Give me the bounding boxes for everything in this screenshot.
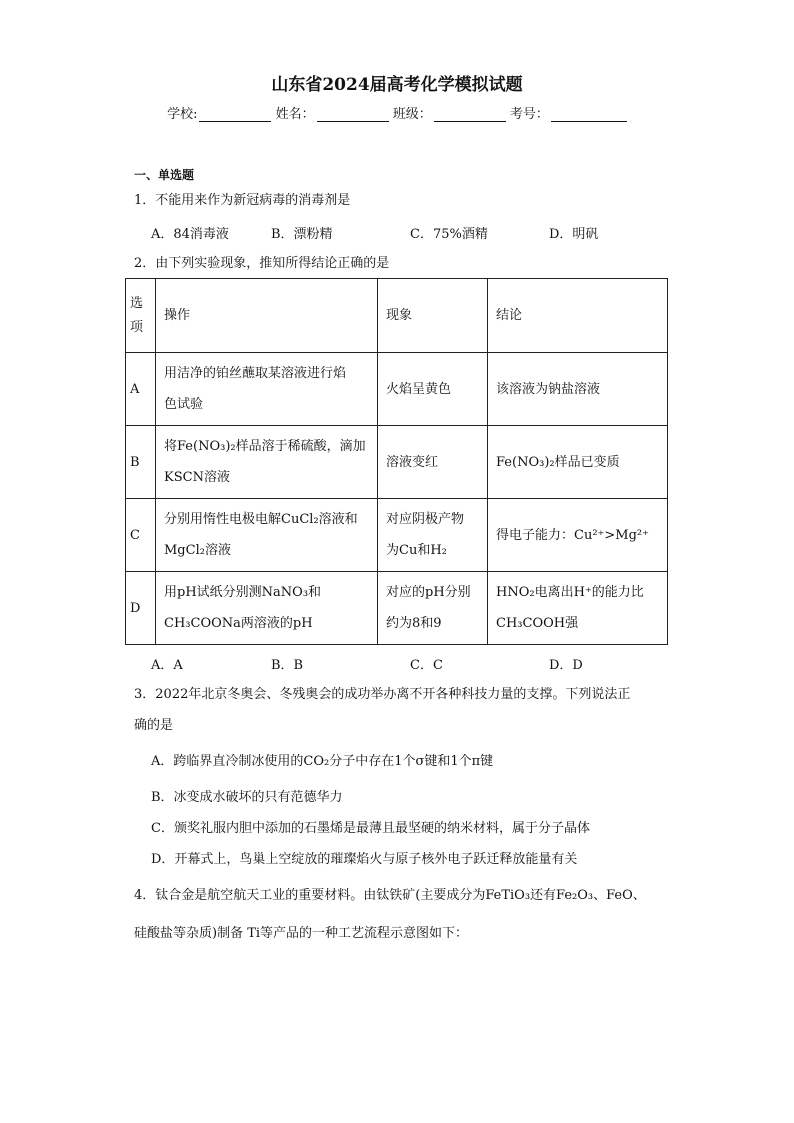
phenomenon-line-1: 对应阴极产物 bbox=[386, 512, 465, 527]
q3-option-b: B．冰变成水破坏的只有范德华力 bbox=[151, 790, 343, 805]
row-conclusion bbox=[488, 499, 668, 572]
row-phenomenon bbox=[378, 353, 488, 426]
row-phenomenon bbox=[378, 572, 488, 645]
q2-option-c: C．C bbox=[410, 658, 443, 673]
q3-option-c: C．颁奖礼服内胆中添加的石墨烯是最薄且最坚硬的纳米材料，属于分子晶体 bbox=[151, 821, 590, 836]
row-phenomenon bbox=[378, 426, 488, 499]
question-4-stem-line-1: 4．钛合金是航空航天工业的重要材料。由钛铁矿(主要成分为FeTiO₃还有Fe₂O₃、FeO、 bbox=[134, 888, 646, 903]
school-field[interactable] bbox=[199, 107, 271, 122]
operation-line-2: 色试验 bbox=[164, 397, 204, 412]
row-operation bbox=[156, 426, 378, 499]
phenomenon-line-1: 对应的pH分别 bbox=[386, 585, 471, 600]
class-label: 班级： bbox=[392, 107, 432, 122]
question-1-stem: 1．不能用来作为新冠病毒的消毒剂是 bbox=[134, 193, 351, 208]
row-operation bbox=[156, 499, 378, 572]
row-operation bbox=[156, 353, 378, 426]
row-option: D bbox=[126, 572, 156, 645]
q2-option-a: A．A bbox=[151, 658, 183, 673]
class-field[interactable] bbox=[434, 107, 506, 122]
q3-option-a: A．跨临界直冷制冰使用的CO₂分子中存在1个σ键和1个π键 bbox=[151, 754, 494, 769]
number-field[interactable] bbox=[551, 107, 627, 122]
experiment-table bbox=[125, 278, 668, 645]
table-header-row bbox=[126, 279, 668, 353]
row-conclusion bbox=[488, 572, 668, 645]
q1-option-b: B．漂粉精 bbox=[271, 227, 333, 242]
q1-option-c: C．75%酒精 bbox=[410, 227, 488, 242]
header-conclusion: 结论 bbox=[488, 279, 668, 353]
row-conclusion bbox=[488, 426, 668, 499]
header-option: 选项 bbox=[126, 279, 156, 353]
table-row bbox=[126, 426, 668, 499]
q3-option-d: D．开幕式上，鸟巢上空绽放的璀璨焰火与原子核外电子跃迁释放能量有关 bbox=[151, 852, 578, 867]
school-label: 学校: bbox=[167, 107, 198, 122]
table-row bbox=[126, 499, 668, 572]
phenomenon-line-2: 为Cu和H₂ bbox=[386, 543, 447, 558]
row-option: A bbox=[126, 353, 156, 426]
q1-option-a: A．84消毒液 bbox=[151, 227, 229, 242]
question-4-stem-line-2: 硅酸盐等杂质)制备 Ti等产品的一种工艺流程示意图如下： bbox=[134, 926, 469, 941]
operation-line-1: 分别用惰性电极电解CuCl₂溶液和 bbox=[164, 512, 358, 527]
question-3-stem-line-2: 确的是 bbox=[134, 718, 174, 733]
q1-option-d: D．明矾 bbox=[549, 227, 599, 242]
question-3-stem-line-1: 3．2022年北京冬奥会、冬残奥会的成功举办离不开各种科技力量的支撑。下列说法正 bbox=[134, 687, 631, 702]
operation-line-1: 用pH试纸分别测NaNO₃和 bbox=[164, 585, 322, 600]
operation-line-1: 用洁净的铂丝蘸取某溶液进行焰 bbox=[164, 366, 347, 381]
header-operation: 操作 bbox=[156, 279, 378, 353]
operation-line-1: 将Fe(NO₃)₂样品溶于稀硫酸，滴加 bbox=[164, 439, 366, 454]
section-heading: 一、单选题 bbox=[134, 168, 195, 182]
row-conclusion bbox=[488, 353, 668, 426]
table-row bbox=[126, 572, 668, 645]
q2-option-d: D．D bbox=[549, 658, 583, 673]
row-option: C bbox=[126, 499, 156, 572]
phenomenon-line-2: 约为8和9 bbox=[386, 616, 442, 631]
conclusion-line-1: HNO₂电离出H⁺的能力比 bbox=[496, 585, 644, 600]
operation-line-2: MgCl₂溶液 bbox=[164, 543, 231, 558]
student-info bbox=[0, 103, 794, 122]
row-phenomenon bbox=[378, 499, 488, 572]
operation-line-2: KSCN溶液 bbox=[164, 470, 230, 485]
operation-line-2: CH₃COONa两溶液的pH bbox=[164, 616, 313, 631]
row-operation bbox=[156, 572, 378, 645]
page-title: 山东省2024届高考化学模拟试题 bbox=[271, 75, 523, 95]
header-phenomenon: 现象 bbox=[378, 279, 488, 353]
conclusion-line-1: 该溶液为钠盐溶液 bbox=[496, 381, 601, 397]
name-field[interactable] bbox=[317, 107, 389, 122]
conclusion-line-1: Fe(NO₃)₂样品已变质 bbox=[496, 454, 620, 470]
phenomenon-line-1: 火焰呈黄色 bbox=[386, 381, 452, 397]
phenomenon-line-1: 溶液变红 bbox=[386, 454, 439, 470]
row-option: B bbox=[126, 426, 156, 499]
number-label: 考号： bbox=[509, 107, 549, 122]
q2-option-b: B．B bbox=[271, 658, 304, 673]
conclusion-line-2: CH₃COOH强 bbox=[496, 616, 579, 631]
conclusion-line-1: 得电子能力：Cu²⁺>Mg²⁺ bbox=[496, 527, 649, 543]
table-row bbox=[126, 353, 668, 426]
question-2-stem: 2．由下列实验现象，推知所得结论正确的是 bbox=[134, 256, 390, 271]
name-label: 姓名： bbox=[275, 107, 315, 122]
